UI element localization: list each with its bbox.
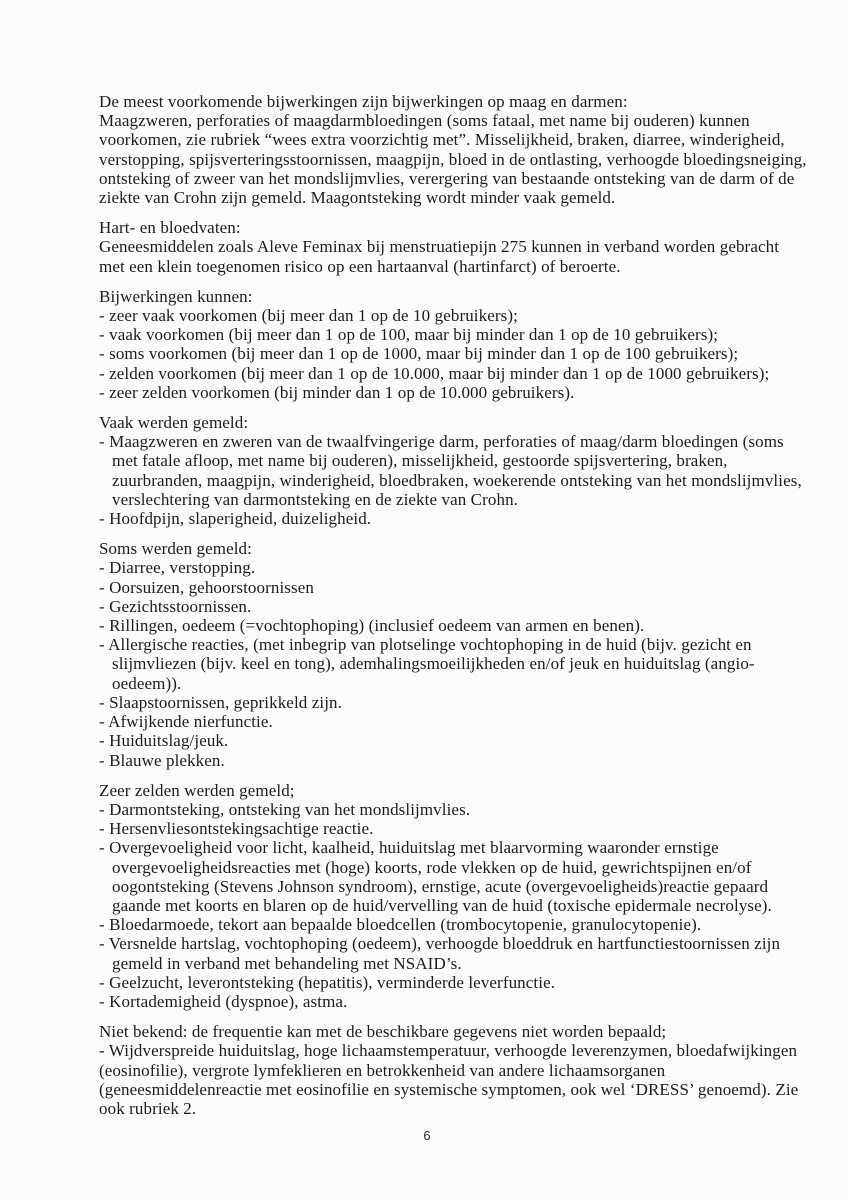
list-item: - Afwijkende nierfunctie. bbox=[99, 712, 273, 732]
section-heading: Soms werden gemeld: bbox=[99, 539, 252, 559]
list-item-continuation: slijmvliezen (bijv. keel en tong), ademhalingsmoeilijkheden en/of jeuk en huiduitslag (angio- bbox=[112, 654, 755, 674]
list-item: - Maagzweren en zweren van de twaalfvingerige darm, perforaties of maag/darm bloedingen (soms bbox=[99, 432, 784, 452]
list-item: - Rillingen, oedeem (=vochtophoping) (inclusief oedeem van armen en benen). bbox=[99, 616, 645, 636]
paragraph-frequentie-definities bbox=[99, 287, 789, 402]
text-line: (eosinofilie), vergrote lymfeklieren en betrokkenheid van andere lichaamsorganen bbox=[99, 1060, 666, 1080]
paragraph-hart-en-bloedvaten bbox=[99, 218, 789, 276]
text-line: ziekte van Crohn zijn gemeld. Maagontsteking wordt minder vaak gemeld. bbox=[99, 188, 616, 208]
list-item: - Gezichtsstoornissen. bbox=[99, 596, 252, 616]
list-item: - Diarree, verstopping. bbox=[99, 558, 256, 578]
text-line: Maagzweren, perforaties of maagdarmbloedingen (soms fataal, met name bij ouderen) kunnen bbox=[99, 111, 750, 131]
paragraph-vaak-gemeld bbox=[99, 413, 802, 529]
section-heading: Zeer zelden werden gemeld; bbox=[99, 780, 295, 800]
list-item-continuation: verslechtering van darmontsteking en de ziekte van Crohn. bbox=[112, 489, 519, 509]
list-item: - Allergische reacties, (met inbegrip van plotselinge vochtophoping in de huid (bijv. gezicht en bbox=[99, 635, 752, 655]
list-item: - Overgevoeligheid voor licht, kaalheid, huiduitslag met blaarvorming waaronder ernstige bbox=[99, 838, 719, 858]
list-item: - Geelzucht, leverontsteking (hepatitis), verminderde leverfunctie. bbox=[99, 972, 556, 992]
list-item: - Versnelde hartslag, vochtophoping (oedeem), verhoogde bloeddruk en hartfunctiestoornissen zijn bbox=[99, 934, 781, 954]
text-line: voorkomen, zie rubriek “wees extra voorzichtig met”. Misselijkheid, braken, diarree, winderigheid, bbox=[99, 130, 785, 150]
list-item: - vaak voorkomen (bij meer dan 1 op de 100, maar bij minder dan 1 op de 10 gebruikers); bbox=[99, 325, 719, 345]
text-line: ontsteking of zweer van het mondslijmvlies, verergering van bestaande ontsteking van de darm of de bbox=[99, 168, 795, 188]
list-item: - soms voorkomen (bij meer dan 1 op de 1000, maar bij minder dan 1 op de 100 gebruikers); bbox=[99, 344, 739, 364]
text-line: (geneesmiddelenreactie met eosinofilie en systemische symptomen, ook wel ‘DRESS’ genoemd). Zie bbox=[99, 1079, 799, 1099]
list-item: - zeer zelden voorkomen (bij minder dan 1 op de 10.000 gebruikers). bbox=[99, 382, 575, 402]
list-item: - Blauwe plekken. bbox=[99, 750, 225, 770]
list-item-continuation: oedeem)). bbox=[112, 673, 182, 693]
list-item: - Hersenvliesontstekingsachtige reactie. bbox=[99, 819, 374, 839]
list-item-continuation: met fatale afloop, met name bij ouderen), misselijkheid, gestoorde spijsvertering, braken, bbox=[112, 451, 728, 471]
list-item: - Huiduitslag/jeuk. bbox=[99, 731, 229, 751]
paragraph-zeer-zelden-gemeld bbox=[99, 781, 789, 1011]
list-item-continuation: zuurbranden, maagpijn, winderigheid, bloedbraken, woekerende ontsteking van het mondslijmvlies, bbox=[112, 470, 802, 490]
list-item: - Kortademigheid (dyspnoe), astma. bbox=[99, 991, 348, 1011]
list-item: - zeer vaak voorkomen (bij meer dan 1 op de 10 gebruikers); bbox=[99, 306, 518, 326]
page-number: 6 bbox=[423, 1128, 431, 1143]
list-item: - Oorsuizen, gehoorstoornissen bbox=[99, 577, 314, 597]
list-item-continuation: overgevoeligheidsreacties met (hoge) koorts, rode vlekken op de huid, gewrichtspijnen en/of bbox=[112, 857, 752, 877]
section-heading: Niet bekend: de frequentie kan met de beschikbare gegevens niet worden bepaald; bbox=[99, 1022, 667, 1042]
list-item: - zelden voorkomen (bij meer dan 1 op de 10.000, maar bij minder dan 1 op de 1000 gebruikers); bbox=[99, 363, 770, 383]
list-item: - Wijdverspreide huiduitslag, hoge lichaamstemperatuur, verhoogde leverenzymen, bloedafwijkingen bbox=[99, 1041, 798, 1061]
section-heading: Bijwerkingen kunnen: bbox=[99, 286, 253, 306]
text-line: De meest voorkomende bijwerkingen zijn bijwerkingen op maag en darmen: bbox=[99, 92, 628, 111]
paragraph-soms-gemeld bbox=[99, 539, 789, 769]
text-line: ook rubriek 2. bbox=[99, 1098, 197, 1118]
list-item: - Bloedarmoede, tekort aan bepaalde bloedcellen (trombocytopenie, granulocytopenie). bbox=[99, 915, 702, 935]
list-item-continuation: gaande met koorts en blaren op de huid/vervelling van de huid (toxische epidermale necrolyse). bbox=[112, 895, 772, 915]
list-item: - Hoofdpijn, slaperigheid, duizeligheid. bbox=[99, 509, 372, 529]
text-line: met een klein toegenomen risico op een hartaanval (hartinfarct) of beroerte. bbox=[99, 256, 621, 276]
section-heading: Hart- en bloedvaten: bbox=[99, 218, 241, 238]
paragraph-maag-en-darmen bbox=[99, 92, 807, 208]
list-item: - Darmontsteking, ontsteking van het mondslijmvlies. bbox=[99, 799, 471, 819]
section-heading: Vaak werden gemeld: bbox=[99, 413, 249, 433]
paragraph-niet-bekend bbox=[99, 1022, 799, 1118]
list-item-continuation: gemeld in verband met behandeling met NSAID’s. bbox=[112, 953, 462, 973]
list-item-continuation: oogontsteking (Stevens Johnson syndroom), ernstige, acute (overgevoeligheids)reactie gepaard bbox=[112, 876, 769, 896]
text-line: Geneesmiddelen zoals Aleve Feminax bij menstruatiepijn 275 kunnen in verband worden gebracht bbox=[99, 237, 780, 257]
list-item: - Slaapstoornissen, geprikkeld zijn. bbox=[99, 692, 342, 712]
page-content bbox=[99, 92, 807, 1118]
text-line: verstopping, spijsverteringsstoornissen, maagpijn, bloed in de ontlasting, verhoogde bloedingsneiging, bbox=[99, 149, 807, 169]
